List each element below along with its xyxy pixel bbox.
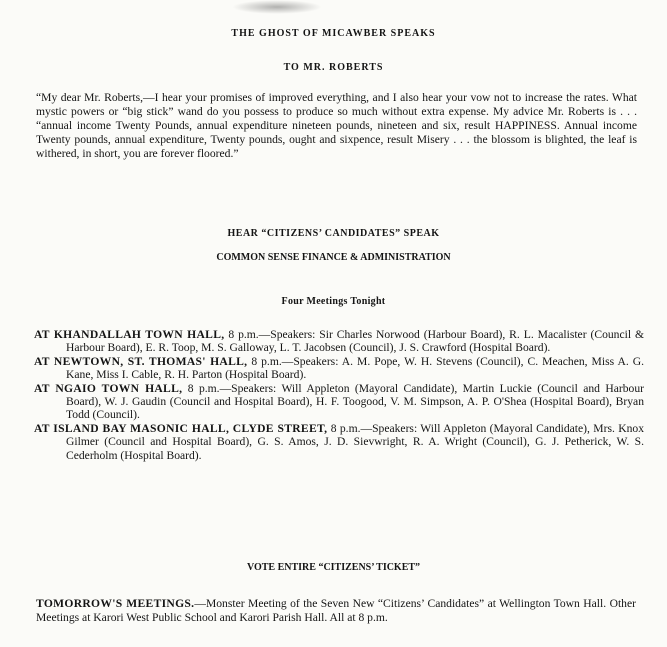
meeting-details: 8 p.m.—Speakers: Will Appleton (Mayoral Candidate), Mrs. Knox Gilmer (Council and Hospital Board), G. S. Amos, J. D. Sievwright, R. A. Wright (Council), G. J. Petherick, W. S. Cederholm (Hospital Board). [66, 421, 644, 462]
headline-line-2: TO MR. ROBERTS [283, 62, 384, 73]
meeting-item [34, 355, 644, 382]
meeting-place: AT ISLAND BAY MASONIC HALL, CLYDE STREET, [34, 421, 328, 435]
micawber-quote [36, 91, 637, 161]
tomorrow-lead: TOMORROW'S MEETINGS. [36, 597, 195, 610]
subheading-line-3: Four Meetings Tonight [281, 296, 386, 307]
print-smudge [232, 0, 322, 14]
meeting-place: AT KHANDALLAH TOWN HALL, [34, 328, 225, 341]
meeting-details: 8 p.m.—Speakers: Will Appleton (Mayoral Candidate), Martin Luckie (Council and Harbour Board), W. J. Gaudin (Council and Hospital Board), H. F. Toogood, V. M. Simpson, A. P. O'Shea (Hospital Board), Bryan Todd (Council). [66, 381, 644, 422]
meeting-item [34, 328, 644, 355]
vote-slogan: VOTE ENTIRE “CITIZENS’ TICKET” [246, 562, 421, 573]
meeting-item [34, 382, 644, 422]
subheading-line-2: COMMON SENSE FINANCE & ADMINISTRATION [216, 252, 451, 263]
meetings-list [34, 328, 644, 462]
meeting-details: 8 p.m.—Speakers: A. M. Pope, W. H. Stevens (Council), C. Meachen, Miss A. G. Kane, Miss I. Cable, R. H. Parton (Hospital Board). [66, 354, 644, 382]
headline-line-1: THE GHOST OF MICAWBER SPEAKS [231, 28, 436, 39]
tomorrow-text: —Monster Meeting of the Seven New “Citizens’ Candidates” at Wellington Town Hall. Other Meetings at Karori West Public School and Karori Parish Hall. All at 8 p.m. [36, 597, 636, 624]
subheading-line-1: HEAR “CITIZENS’ CANDIDATES” SPEAK [227, 228, 440, 239]
tomorrow-meetings [36, 597, 636, 625]
meeting-details: 8 p.m.—Speakers: Sir Charles Norwood (Harbour Board), R. L. Macalister (Council & Harbour Board), E. R. Toop, M. S. Galloway, L. T. Jacobsen (Council), J. S. Crawford (Hospital Board). [66, 328, 644, 355]
meeting-place: AT NEWTOWN, ST. THOMAS' HALL, [34, 354, 248, 368]
quote-text: “My dear Mr. Roberts,—I hear your promises of improved everything, and I also hear your vow not to increase the rates. What mystic powers or “big stick” wand do you possess to produce so much without extra expense. My advice Mr. Roberts is . . . “annual income Twenty Pounds, annual expenditure nineteen pounds, nineteen and six, result HAPPINESS. Annual income Twenty pounds, annual expenditure, Twenty pounds, ought and sixpence, result Misery . . . the blossom is blighted, the leaf is withered, in short, you are forever floored.” [36, 91, 637, 160]
meeting-place: AT NGAIO TOWN HALL, [34, 381, 183, 395]
meeting-item [34, 422, 644, 462]
